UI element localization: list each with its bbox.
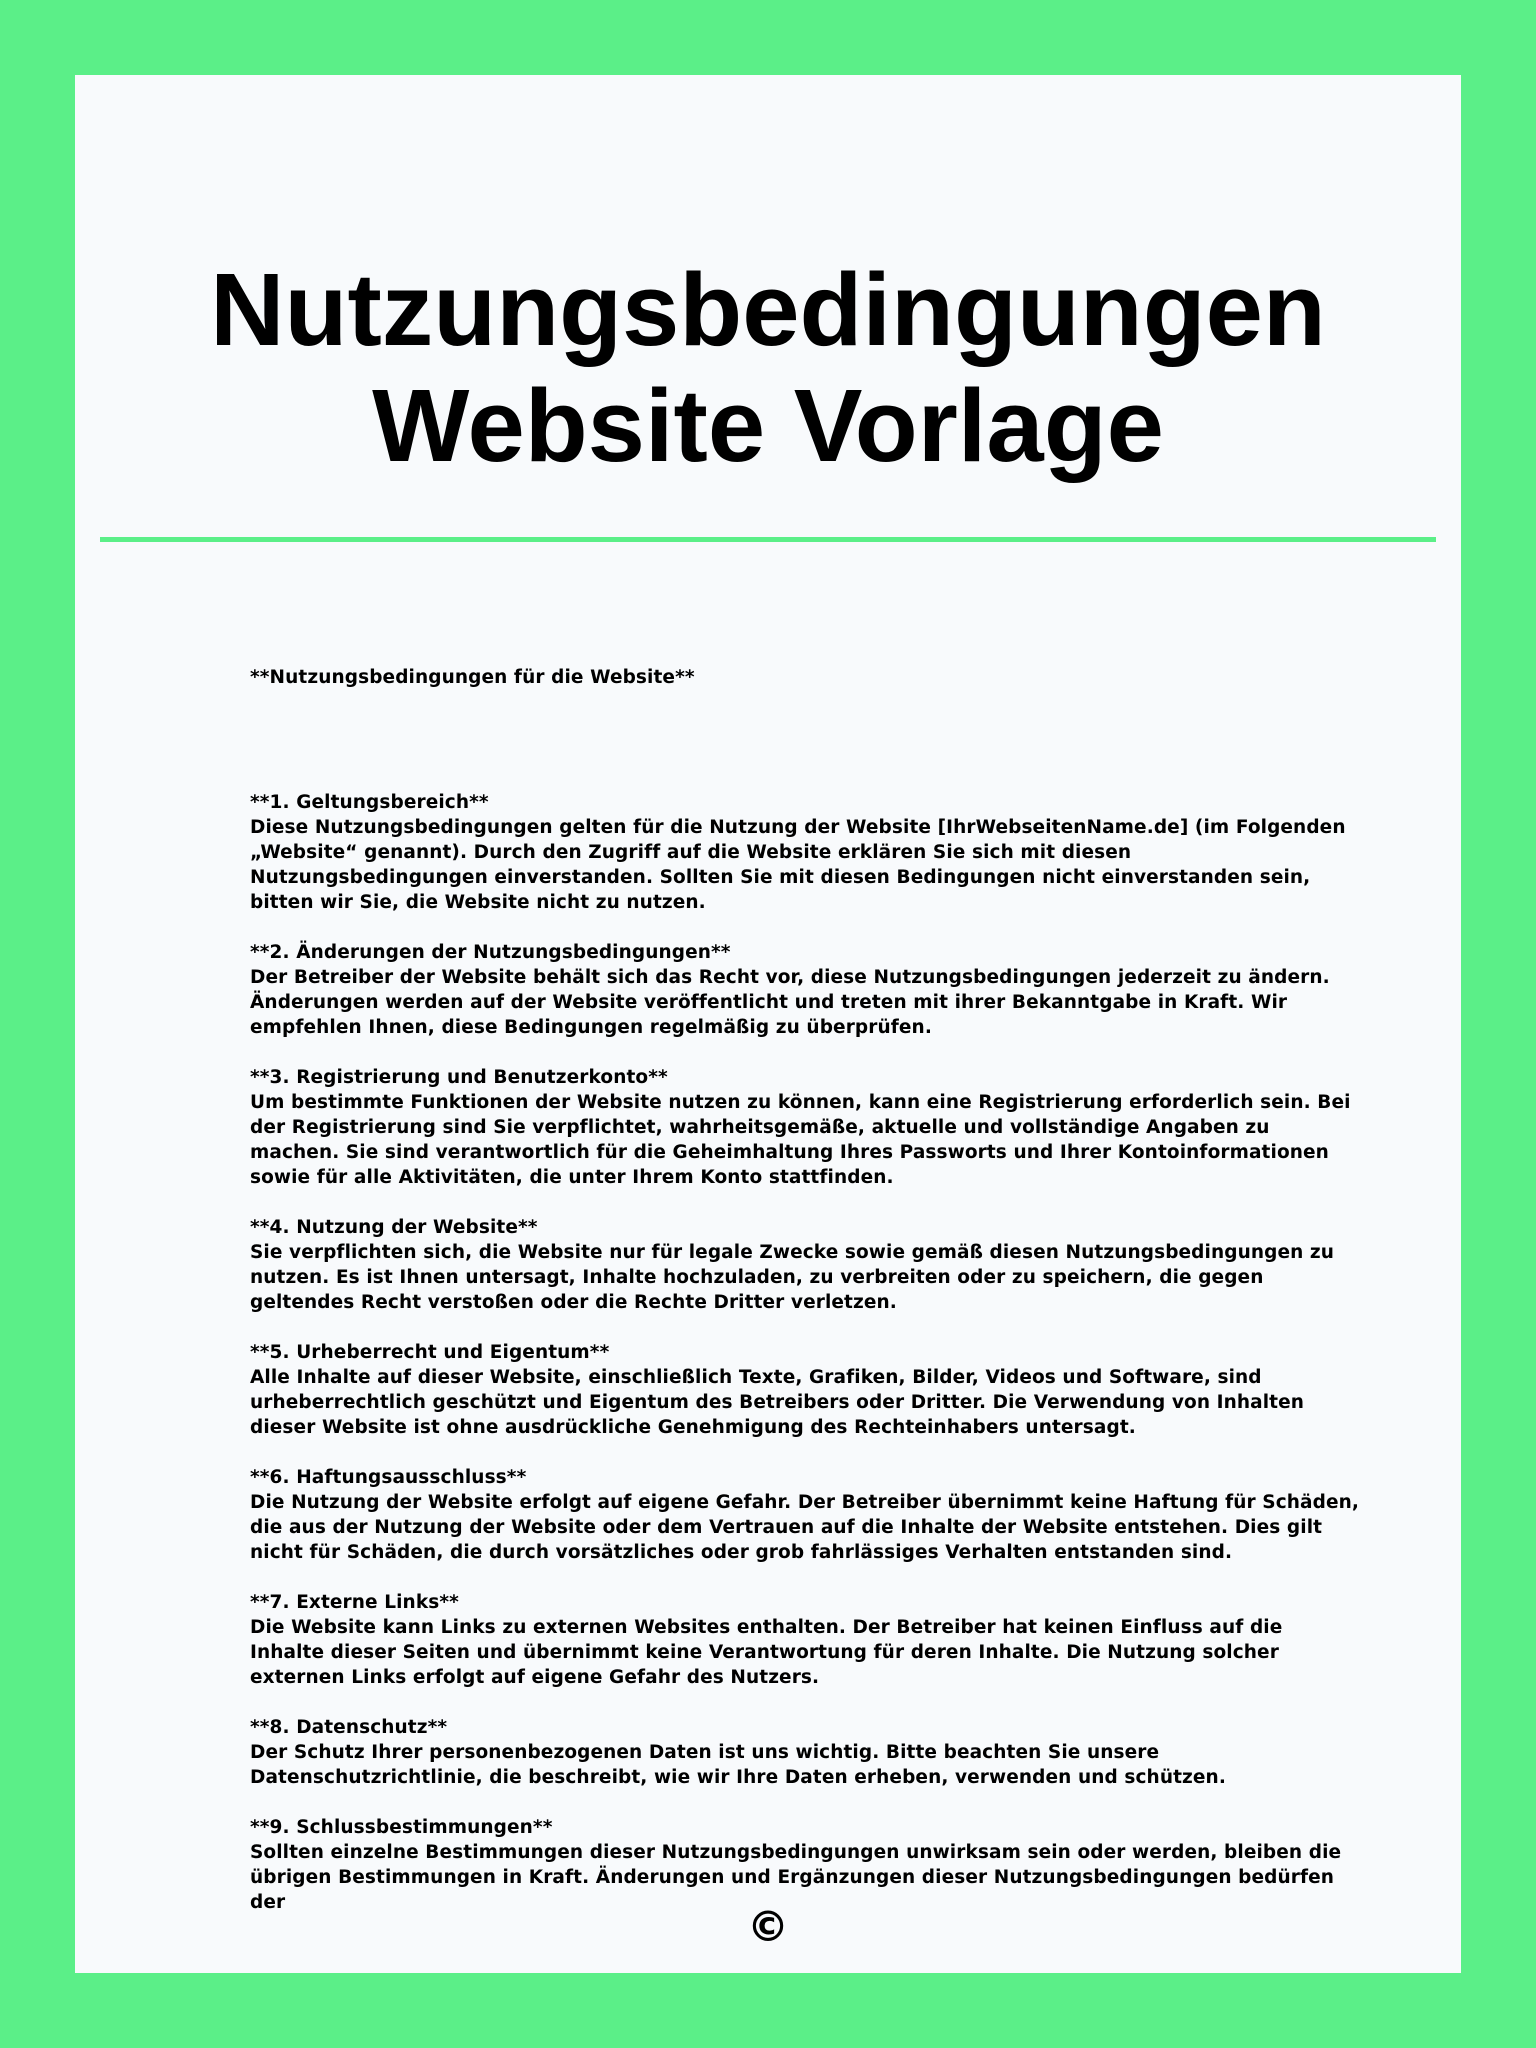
copyright-icon: © bbox=[747, 1902, 789, 1951]
section-text: Um bestimmte Funktionen der Website nutzen zu können, kann eine Registrierung erforderlich sein. Bei der Registrierung sind Sie verpflichtet, wahrheitsgemäße, aktuelle und vollständige Angaben zu machen. Sie sind verantwortlich für die Geheimhaltung Ihres Passworts und Ihrer Kontoinformationen sowie für alle Aktivitäten, die unter Ihrem Konto stattfinden. bbox=[250, 1092, 1351, 1188]
section-text: Der Betreiber der Website behält sich das Recht vor, diese Nutzungsbedingungen jederzeit zu ändern. Änderungen werden auf der Website veröffentlicht und treten mit ihrer Bekanntgabe in Kraft. Wir empfehlen Ihnen, diese Bedingungen regelmäßig zu überprüfen. bbox=[250, 967, 1330, 1038]
document-body bbox=[250, 665, 1360, 1940]
section-heading: **4. Nutzung der Website** bbox=[250, 1217, 538, 1238]
section-4 bbox=[250, 1215, 1360, 1315]
section-heading: **8. Datenschutz** bbox=[250, 1717, 448, 1738]
section-heading: **6. Haftungsausschluss** bbox=[250, 1467, 527, 1488]
page-title bbox=[75, 252, 1461, 484]
section-text: Diese Nutzungsbedingungen gelten für die Nutzung der Website [IhrWebseitenName.de] (im Folgenden „Website“ genannt). Durch den Zugriff auf die Website erklären Sie sich mit diesen Nutzungsbedingungen einverstanden. Sollten Sie mit diesen Bedingungen nicht einverstanden sein, bitten wir Sie, die Website nicht zu nutzen. bbox=[250, 817, 1346, 913]
section-2 bbox=[250, 940, 1360, 1040]
document-heading: **Nutzungsbedingungen für die Website** bbox=[250, 667, 695, 688]
section-text: Sollten einzelne Bestimmungen dieser Nutzungsbedingungen unwirksam sein oder werden, bleiben die übrigen Bestimmungen in Kraft. Änderungen und Ergänzungen dieser Nutzungsbedingungen bedürfen der bbox=[250, 1842, 1342, 1913]
document-page bbox=[75, 75, 1461, 1973]
section-text: Die Website kann Links zu externen Websites enthalten. Der Betreiber hat keinen Einfluss auf die Inhalte dieser Seiten und übernimmt keine Verantwortung für deren Inhalte. Die Nutzung solcher externen Links erfolgt auf eigene Gefahr des Nutzers. bbox=[250, 1617, 1283, 1688]
section-heading: **7. Externe Links** bbox=[250, 1592, 459, 1613]
section-6 bbox=[250, 1465, 1360, 1565]
section-text: Der Schutz Ihrer personenbezogenen Daten ist uns wichtig. Bitte beachten Sie unsere Datenschutzrichtlinie, die beschreibt, wie wir Ihre Daten erheben, verwenden und schützen. bbox=[250, 1742, 1226, 1788]
section-9 bbox=[250, 1815, 1360, 1915]
section-5 bbox=[250, 1340, 1360, 1440]
section-8 bbox=[250, 1715, 1360, 1790]
title-divider bbox=[100, 537, 1436, 542]
section-text: Sie verpflichten sich, die Website nur für legale Zwecke sowie gemäß diesen Nutzungsbedingungen zu nutzen. Es ist Ihnen untersagt, Inhalte hochzuladen, zu verbreiten oder zu speichern, die gegen geltendes Recht verstoßen oder die Rechte Dritter verletzen. bbox=[250, 1242, 1335, 1313]
section-text: Alle Inhalte auf dieser Website, einschließlich Texte, Grafiken, Bilder, Videos und Software, sind urheberrechtlich geschützt und Eigentum des Betreibers oder Dritter. Die Verwendung von Inhalten dieser Website ist ohne ausdrückliche Genehmigung des Rechteinhabers untersagt. bbox=[250, 1367, 1305, 1438]
section-heading: **2. Änderungen der Nutzungsbedingungen** bbox=[250, 942, 731, 963]
section-3 bbox=[250, 1065, 1360, 1190]
section-1 bbox=[250, 790, 1360, 915]
section-text: Die Nutzung der Website erfolgt auf eigene Gefahr. Der Betreiber übernimmt keine Haftung für Schäden, die aus der Nutzung der Website oder dem Vertrauen auf die Inhalte der Website entstehen. Dies gilt nicht für Schäden, die durch vorsätzliches oder grob fahrlässiges Verhalten entstanden sind. bbox=[250, 1492, 1360, 1563]
section-heading: **5. Urheberrecht und Eigentum** bbox=[250, 1342, 610, 1363]
section-heading: **1. Geltungsbereich** bbox=[250, 792, 489, 813]
section-heading: **9. Schlussbestimmungen** bbox=[250, 1817, 553, 1838]
title-line-1: Nutzungsbedingungen bbox=[210, 252, 1326, 367]
section-7 bbox=[250, 1590, 1360, 1690]
title-line-2: Website Vorlage bbox=[372, 368, 1164, 483]
section-heading: **3. Registrierung und Benutzerkonto** bbox=[250, 1067, 668, 1088]
